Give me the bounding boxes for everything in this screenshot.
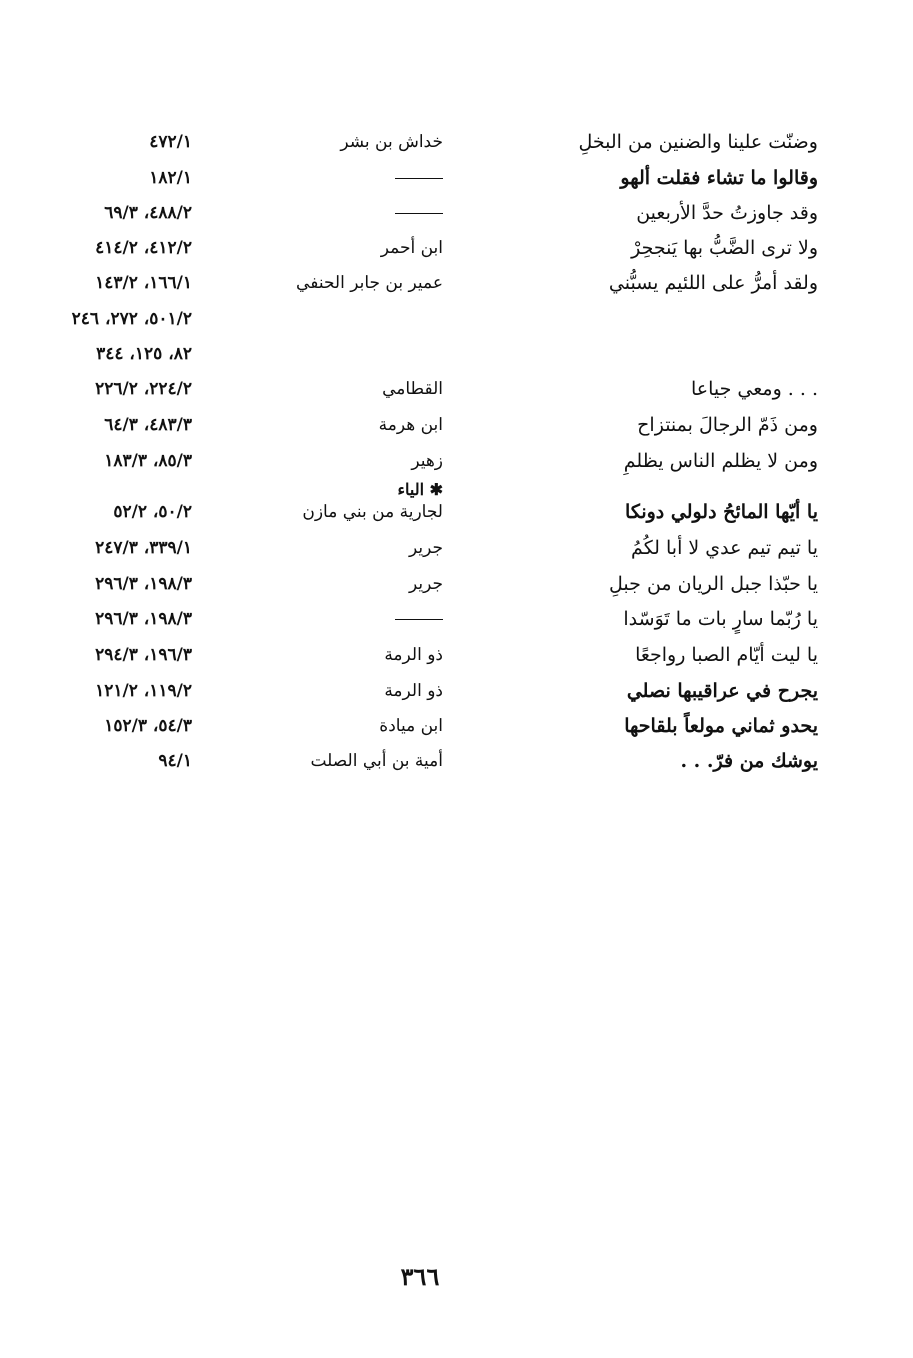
page-references: ٨٢، ١٢٥، ٣٤٤ [96,344,192,364]
verse-text: يا حبّذا جبل الريان من جبلِ [609,573,818,595]
verse-entry [0,497,913,531]
verse-entry [0,268,913,302]
page-number: ٣٦٦ [400,1262,440,1291]
verse-entry [0,374,913,408]
poet-name: ابن أحمر [380,238,443,258]
verse-entry [0,533,913,567]
unknown-poet-dash [233,198,443,228]
section-heading: ✱ الياء [397,480,443,499]
page-references: ٥٤/٣، ١٥٢/٣ [104,716,192,736]
verse-entry [0,410,913,444]
unknown-poet-dash [233,163,443,193]
page-references: ٥٠/٢، ٥٢/٢ [113,502,192,522]
page-references: ٤٨٨/٢، ٦٩/٣ [104,203,192,223]
page-references: ٥٠١/٢، ٢٧٢، ٢٤٦ [71,309,192,329]
page-references: ١٦٦/١، ١٤٣/٢ [95,273,192,293]
verse-entry [0,711,913,745]
verse-text: ومن لا يظلم الناس يظلمِ [623,450,818,472]
poet-name: زهير [411,451,443,471]
verse-entry [0,569,913,603]
unknown-poet-dash [233,604,443,634]
verse-entry-continuation [0,304,913,338]
poet-name: القطامي [382,379,443,399]
page-references: ٩٤/١ [158,751,192,771]
verse-entry-continuation [0,339,913,373]
verse-entry [0,640,913,674]
verse-text: وضنّت علينا والضنين من البخلِ [578,131,818,153]
page-references: ١٩٦/٣، ٢٩٤/٣ [95,645,192,665]
poet-name: ابن ميادة [379,716,443,736]
verse-entry [0,163,913,197]
verse-entry [0,198,913,232]
verse-text: وقالوا ما تشاء فقلت ألهو [620,167,818,189]
verse-entry [0,233,913,267]
poet-name: جرير [409,538,443,558]
verse-text: يا تيم تيم عدي لا أبا لكُمُ [631,537,818,559]
page-references: ٨٥/٣، ١٨٣/٣ [104,451,192,471]
poet-name: لجارية من بني مازن [302,502,443,522]
page-references: ١٨٢/١ [149,168,192,188]
verse-entry [0,604,913,638]
page-references: ٢٢٤/٢، ٢٢٦/٢ [95,379,192,399]
poet-name: ابن هرمة [378,415,443,435]
poet-name: أمية بن أبي الصلت [310,751,443,771]
poet-name: ذو الرمة [384,645,443,665]
poet-name: ذو الرمة [384,681,443,701]
page-references: ١١٩/٢، ١٢١/٢ [95,681,192,701]
verse-text: يا ليت أيّام الصبا رواجعًا [635,644,818,666]
verse-text: وقد جاوزتُ حدَّ الأربعين [636,202,818,224]
verse-entry [0,127,913,161]
verse-text: ومن ذَمّ الرجالَ بمنتزاح [637,414,818,436]
verse-text: ولقد أمرُّ على اللئيم يسبُّني [608,272,818,294]
verse-text: يوشك من فرّ. . . [680,750,818,772]
verse-text: يحدو ثماني مولعاً بلقاحها [624,715,818,737]
verse-text: . . . ومعي جياعا [690,378,818,400]
poet-name: خداش بن بشر [340,132,443,152]
page-references: ١٩٨/٣، ٢٩٦/٣ [95,609,192,629]
page-references: ١٩٨/٣، ٢٩٦/٣ [95,574,192,594]
poet-name: جرير [409,574,443,594]
poet-name: عمير بن جابر الحنفي [296,273,443,293]
verse-entry [0,746,913,780]
verse-entry [0,676,913,710]
verse-text: يا أيّها المائحُ دلولي دونكا [625,501,818,523]
verse-text: يا رُبّما سارٍ بات ما تَوَسّدا [623,608,818,630]
verse-entry [0,446,913,480]
verse-text: يجرح في عراقيبها نصلي [626,680,818,702]
page-references: ٤٨٣/٣، ٦٤/٣ [104,415,192,435]
page-references: ٤٧٢/١ [149,132,192,152]
page-references: ٣٣٩/١، ٢٤٧/٣ [95,538,192,558]
verse-text: ولا ترى الضَّبُّ بها يَنجحِرْ [631,237,818,259]
page-references: ٤١٢/٢، ٤١٤/٢ [95,238,192,258]
